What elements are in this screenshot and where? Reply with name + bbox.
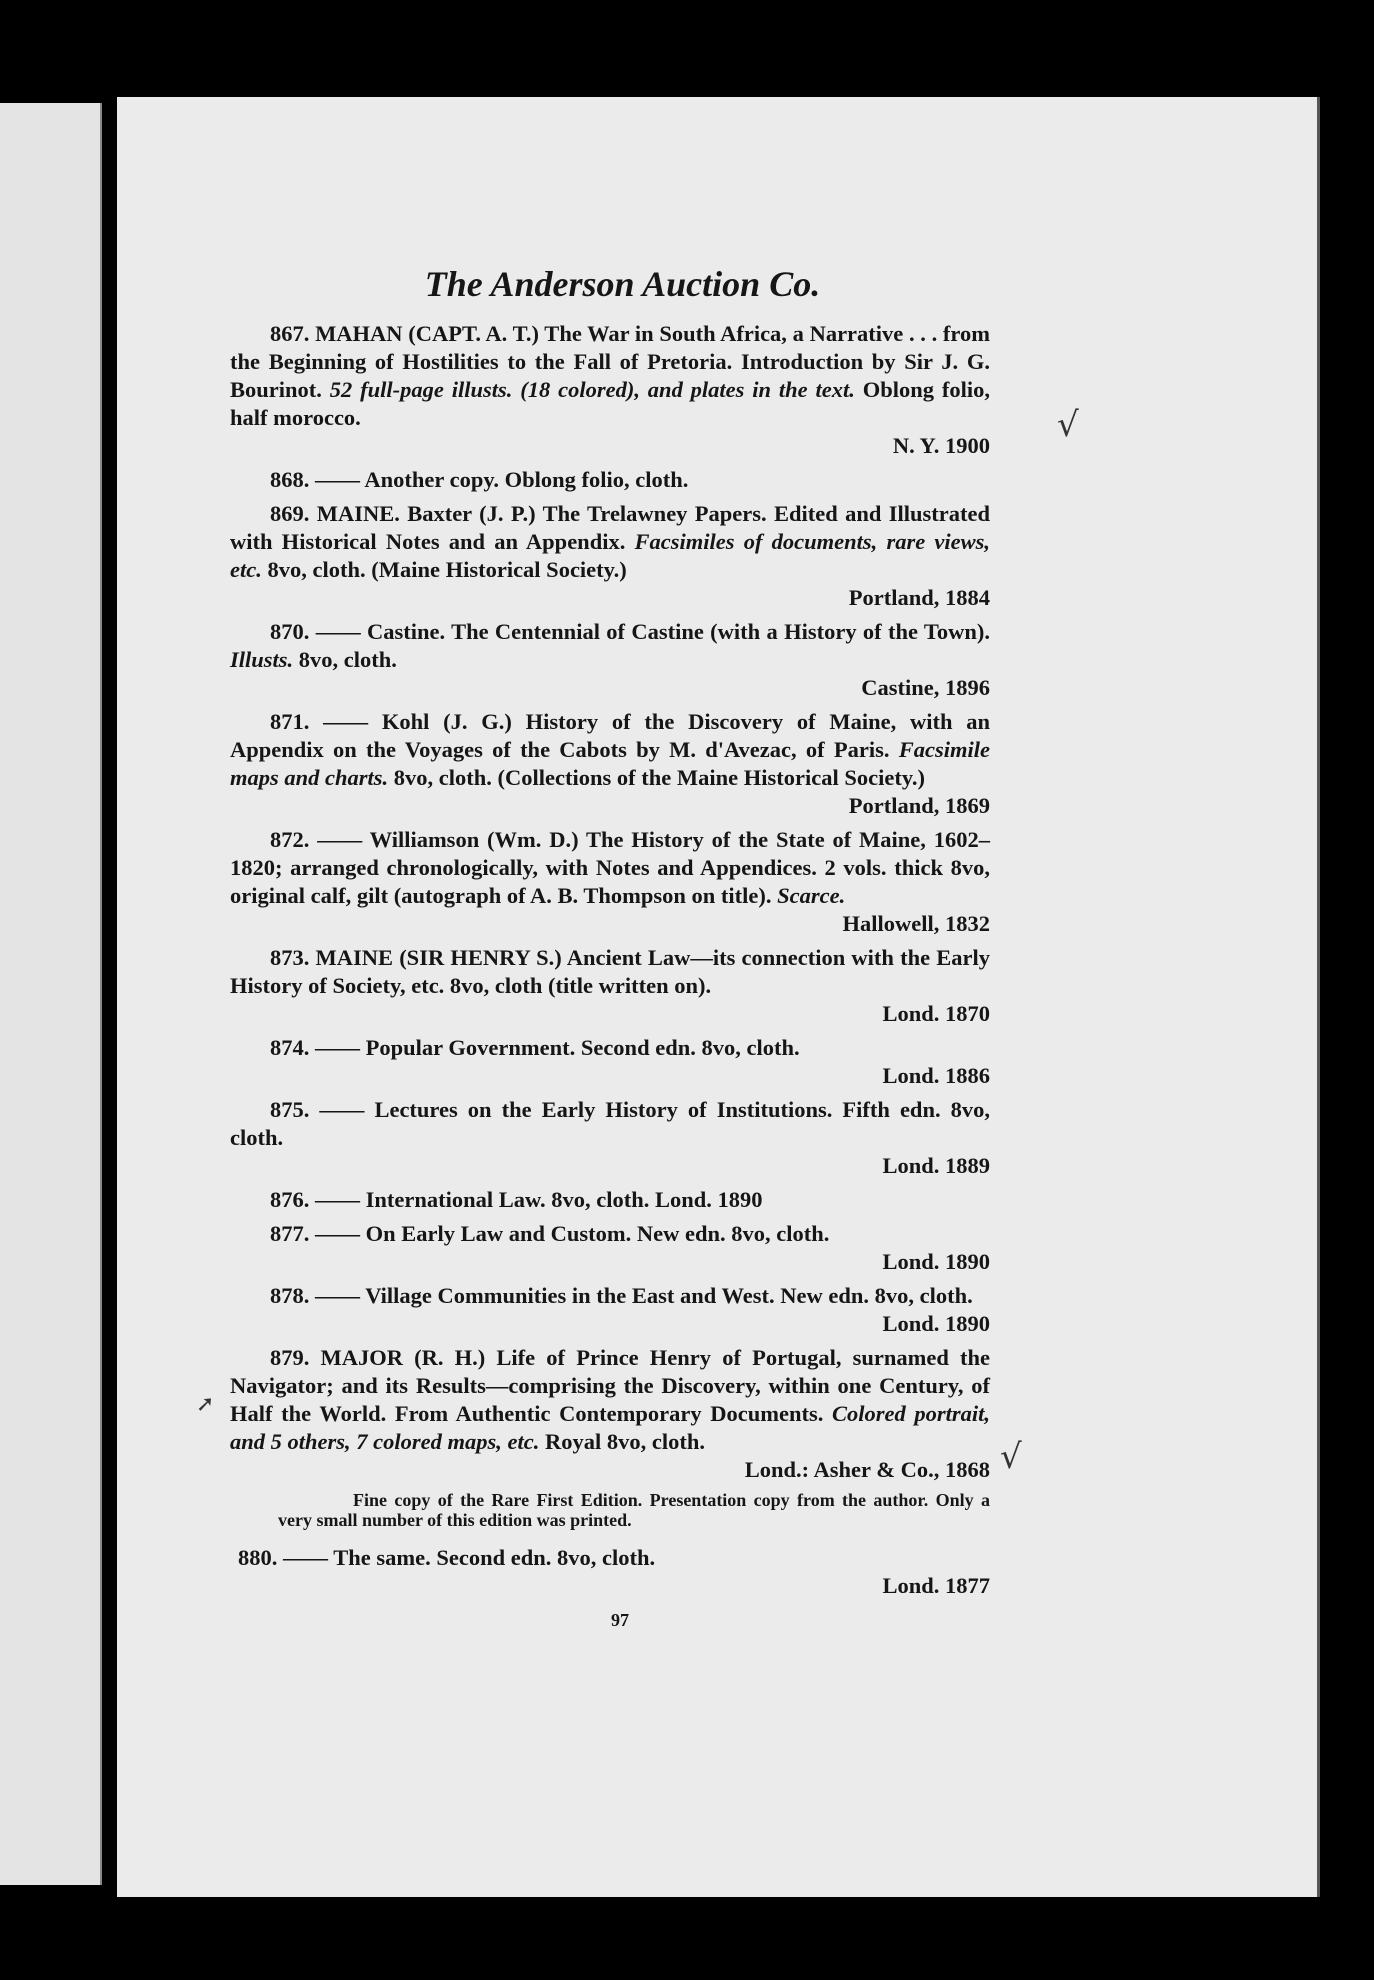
lot-illustrations: 52 full-page illusts. (18 colored), and plates in the text. [329,377,855,402]
lot-illustrations: Illusts. [230,647,294,672]
page-header: The Anderson Auction Co. [424,264,821,304]
lot-description: 868. —— Another copy. Oblong folio, cloth. [270,467,689,492]
lot-description: 878. —— Village Communities in the East and West. New edn. 8vo, cloth. [270,1283,973,1308]
pencil-arrow-mark-879: ➚ [196,1392,215,1417]
lot-880 [230,1544,990,1600]
lot-entry [230,826,990,938]
lot-entry [230,1096,990,1180]
lot-description: 872. —— Williamson (Wm. D.) The History of the State of Maine, 1602–1820; arranged chronologically, with Notes and Appendices. 2 vols. thick 8vo, original calf, gilt (autograph of A. B. Thompson on title). [230,827,990,908]
lot-description: 870. —— Castine. The Centennial of Castine (with a History of the Town). [270,619,990,644]
lot-illustrations: Colored portrait, and 5 others, 7 colored maps, etc. [230,1401,990,1454]
lot-description: 876. —— International Law. 8vo, cloth. Lond. 1890 [270,1187,763,1212]
lot-entry-body [230,1344,990,1456]
lot-entry-body [230,1220,990,1248]
lot-entry [230,944,990,1028]
lot-imprint: Castine, 1896 [861,675,990,700]
lot-entry-body [230,618,990,674]
lot-entry-body [230,708,990,792]
lot-illustrations: Facsimile maps and charts. [230,737,991,790]
lot-entry-body [230,944,990,1000]
lot-entry-body [230,1034,990,1062]
pencil-check-mark-867: √ [1057,405,1079,445]
lot-description: 875. —— Lectures on the Early History of Institutions. Fifth edn. 8vo, cloth. [230,1097,990,1150]
lot-880-text: 880. —— The same. Second edn. 8vo, cloth. [238,1545,656,1570]
lot-list [230,320,990,1484]
lot-entry-body [230,466,990,494]
lot-format: 8vo, cloth. [298,647,397,672]
lot-imprint: Portland, 1884 [848,585,990,610]
lot-entry [230,618,990,702]
lot-entry-body [230,320,990,432]
lot-entry-body [230,1282,990,1310]
lot-description: 869. MAINE. Baxter (J. P.) The Trelawney Papers. Edited and Illustrated with Historical Notes and an Appendix. [230,501,990,554]
lot-entry [230,1034,990,1090]
lot-entry [230,320,990,460]
lot-entry [230,708,990,820]
lot-entry [230,1344,990,1484]
lot-entry [230,466,990,494]
lot-description: 867. MAHAN (CAPT. A. T.) The War in South Africa, a Narrative . . . from the Beginning of Hostilities to the Fall of Pretoria. Introduction by Sir J. G. Bourinot. [230,321,990,402]
lot-format: 8vo, cloth. (Maine Historical Society.) [267,557,627,582]
facing-page-edge [0,103,102,1885]
lot-imprint: Lond. 1889 [882,1153,990,1178]
lot-entry [230,1220,990,1276]
catalogue-content [230,262,990,1634]
lot-entry [230,1186,990,1214]
lot-description: 879. MAJOR (R. H.) Life of Prince Henry of Portugal, surnamed the Navigator; and its Results—comprising the Discovery, within one Century, of Half the World. From Authentic Contemporary Documents. [230,1345,990,1426]
lot-879-note: Fine copy of the Rare First Edition. Presentation copy from the author. Only a very small number of this edition was printed. [278,1490,990,1530]
lot-format: Royal 8vo, cloth. [545,1429,705,1454]
lot-description: 873. MAINE (SIR HENRY S.) Ancient Law—its connection with the Early History of Society, etc. 8vo, cloth (title written on). [230,945,990,998]
lot-description: 874. —— Popular Government. Second edn. 8vo, cloth. [270,1035,800,1060]
lot-illustrations: Facsimiles of documents, rare views, etc. [230,529,990,582]
lot-entry-body [230,1186,990,1214]
lot-imprint: Hallowell, 1832 [842,911,990,936]
lot-description: 871. —— Kohl (J. G.) History of the Discovery of Maine, with an Appendix on the Voyages of the Cabots by M. d'Avezac, of Paris. [230,709,990,762]
lot-illustrations: Scarce. [777,883,846,908]
lot-880-imprint: Lond. 1877 [882,1573,990,1598]
lot-imprint: Lond. 1890 [882,1311,990,1336]
lot-imprint: Lond.: Asher & Co., 1868 [744,1457,990,1482]
lot-description: 877. —— On Early Law and Custom. New edn. 8vo, cloth. [270,1221,830,1246]
lot-format: 8vo, cloth. (Collections of the Maine Historical Society.) [393,765,925,790]
lot-entry [230,500,990,612]
lot-entry [230,1282,990,1338]
lot-entry-body [230,826,990,910]
lot-imprint: N. Y. 1900 [892,433,990,458]
page-number: 97 [611,1610,629,1630]
lot-imprint: Lond. 1890 [882,1249,990,1274]
lot-format: Oblong folio, half morocco. [230,377,991,430]
lot-imprint: Portland, 1869 [848,793,990,818]
pencil-check-mark-879: √ [1000,1437,1022,1477]
lot-entry-body [230,1096,990,1152]
lot-imprint: Lond. 1886 [882,1063,990,1088]
lot-imprint: Lond. 1870 [882,1001,990,1026]
lot-entry-body [230,500,990,584]
